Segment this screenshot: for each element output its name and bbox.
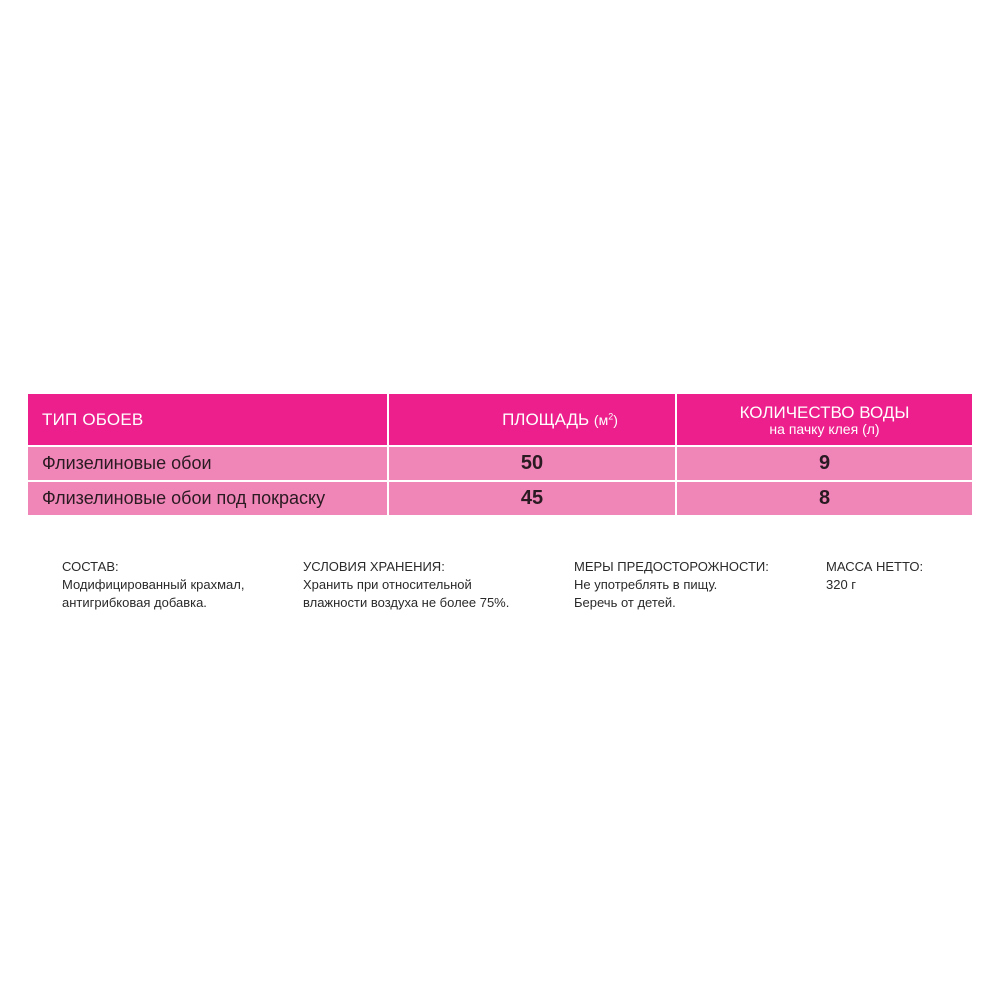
row-water-value: 8 [818, 487, 831, 509]
header-area-main: ПЛОЩАДЬ [502, 409, 590, 429]
header-cell-water [675, 394, 972, 445]
info-mass-title: МАССА НЕТТО: [826, 559, 924, 574]
header-cell-area [387, 394, 675, 445]
row-cell-area [387, 447, 675, 480]
info-block-precautions [574, 558, 769, 612]
info-block-mass [826, 558, 923, 594]
header-water-line2: на пачку клея (л) [769, 420, 880, 437]
info-storage-title: УСЛОВИЯ ХРАНЕНИЯ: [303, 559, 445, 574]
info-precautions-line1: Не употреблять в пищу. [574, 577, 718, 592]
header-area-unit-open: (м [593, 411, 609, 428]
header-area-unit-close: ) [613, 411, 618, 428]
header-cell-type [28, 394, 387, 445]
header-water-line1: КОЛИЧЕСТВО ВОДЫ [739, 402, 910, 422]
info-storage-line1: Хранить при относительной [303, 577, 472, 592]
info-block-composition [62, 558, 244, 612]
info-storage-line2: влажности воздуха не более 75%. [303, 595, 510, 610]
info-precautions-line2: Беречь от детей. [574, 595, 676, 610]
table-row [28, 482, 972, 515]
row-cell-water [675, 447, 972, 480]
row-cell-type [28, 447, 387, 480]
info-composition-title: СОСТАВ: [62, 559, 119, 574]
row-water-value: 9 [818, 452, 831, 474]
row-cell-water [675, 482, 972, 515]
table-header-row [28, 394, 972, 447]
row-cell-type [28, 482, 387, 515]
info-block-storage [303, 558, 509, 612]
info-precautions-title: МЕРЫ ПРЕДОСТОРОЖНОСТИ: [574, 559, 769, 574]
header-type-label: ТИП ОБОЕВ [42, 409, 144, 429]
info-mass-line1: 320 г [826, 577, 857, 592]
table-row [28, 447, 972, 482]
row-cell-area [387, 482, 675, 515]
row-area-value: 45 [520, 487, 544, 509]
header-area-unit-sup: 2 [608, 410, 614, 421]
row-type-label: Флизелиновые обои [42, 453, 212, 473]
header-area-unit [594, 412, 618, 428]
info-composition-line1: Модифицированный крахмал, [62, 577, 245, 592]
wallpaper-glue-table [28, 394, 972, 518]
header-area-label [446, 410, 618, 430]
info-composition-line2: антигрибковая добавка. [62, 595, 207, 610]
row-type-label: Флизелиновые обои под покраску [42, 488, 326, 508]
row-area-value: 50 [520, 452, 544, 474]
